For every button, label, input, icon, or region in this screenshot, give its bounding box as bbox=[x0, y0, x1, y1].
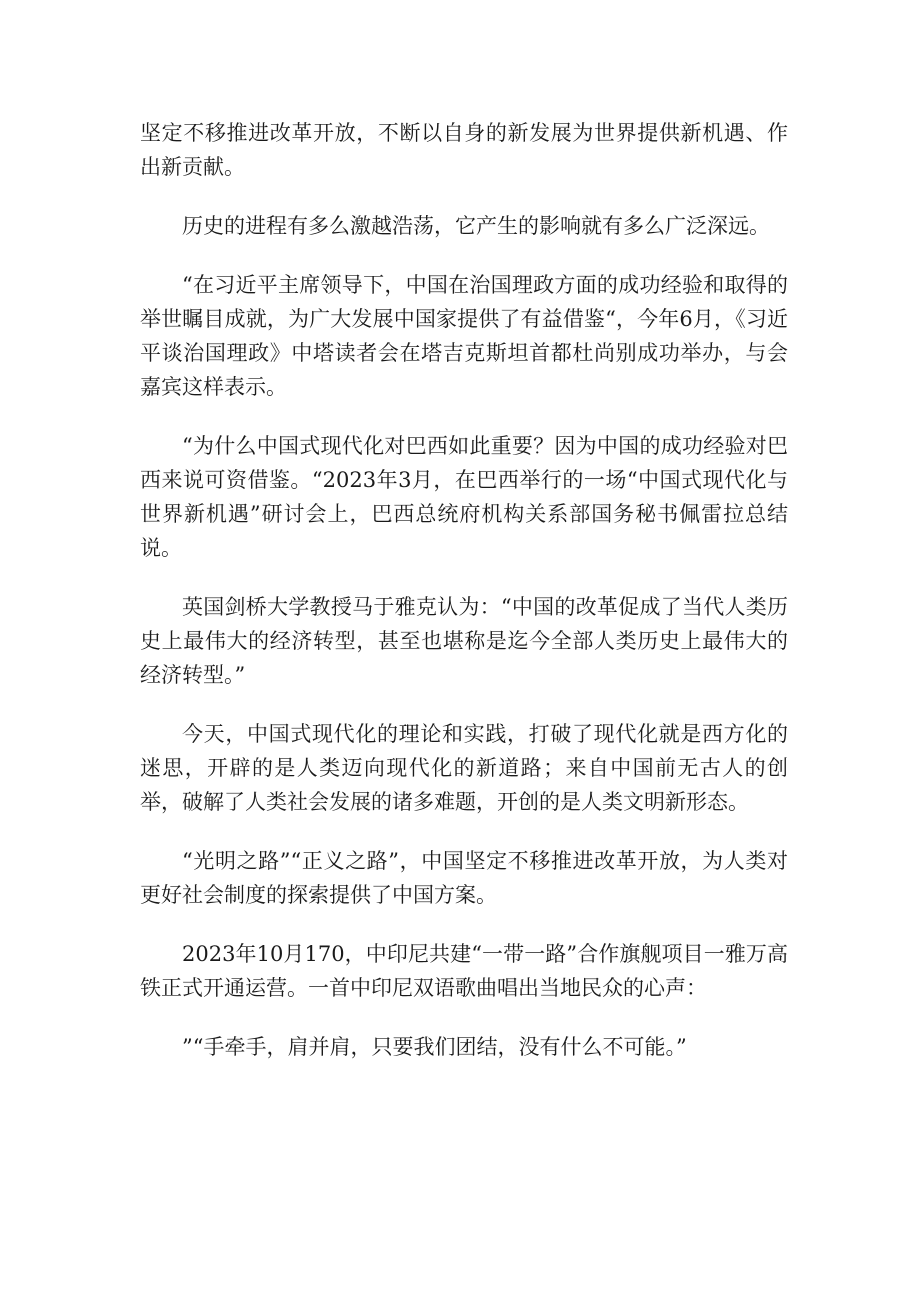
paragraph-3: “在习近平主席领导下，中国在治国理政方面的成功经验和取得的举世瞩目成就，为广大发展中国家提供了有益借鉴“，今年6月，《习近平谈治国理政》中塔读者会在塔吉克斯坦首都杜尚别成功举办，与会嘉宾这样表示。 bbox=[140, 273, 788, 399]
paragraph-9: ”“手牵手，肩并肩，只要我们团结，没有什么不可能。” bbox=[182, 1035, 687, 1059]
paragraph-4: “为什么中国式现代化对巴西如此重要？因为中国的成功经验对巴西来说可资借鉴。“2023年3月，在巴西举行的一场“中国式现代化与世界新机遇”研讨会上，巴西总统府机构关系部国务秘书佩雷拉总结说。 bbox=[140, 434, 788, 560]
paragraph-8: 2023年10月170，中印尼共建“一带一路”合作旗舰项目一雅万高铁正式开通运营。一首中印尼双语歌曲唱出当地民众的心声： bbox=[140, 942, 788, 1000]
paragraph-7: “光明之路”“正义之路”，中国坚定不移推进改革开放，为人类对更好社会制度的探索提供了中国方案。 bbox=[140, 849, 788, 907]
paragraph-2: 历史的进程有多么激越浩荡，它产生的影响就有多么广泛深远。 bbox=[182, 214, 770, 238]
paragraph-1: 坚定不移推进改革开放，不断以自身的新发展为世界提供新机遇、作出新贡献。 bbox=[140, 121, 788, 179]
paragraph-6: 今天，中国式现代化的理论和实践，打破了现代化就是西方化的迷思，开辟的是人类迈向现代化的新道路；来自中国前无古人的创举，破解了人类社会发展的诸多难题，开创的是人类文明新形态。 bbox=[140, 722, 788, 814]
document-body bbox=[140, 116, 788, 1089]
paragraph-5: 英国剑桥大学教授马于雅克认为：“中国的改革促成了当代人类历史上最伟大的经济转型，甚至也堪称是迄今全部人类历史上最伟大的经济转型。” bbox=[140, 595, 788, 687]
